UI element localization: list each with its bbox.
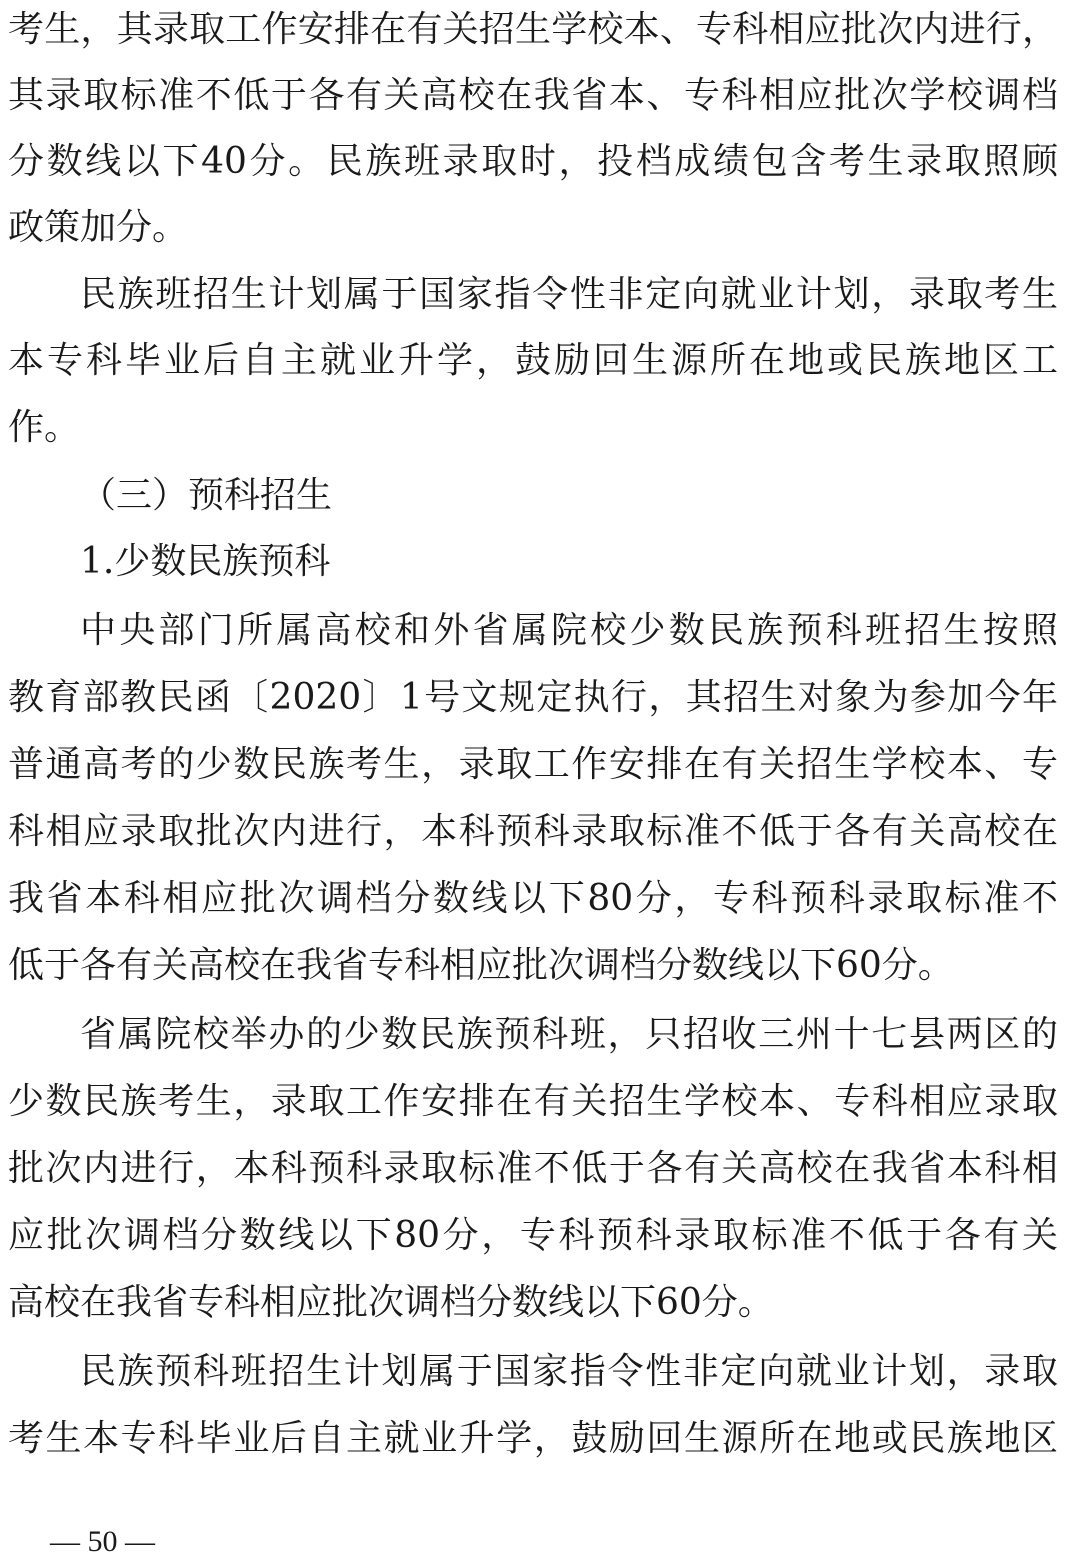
page-number: — 50 — bbox=[50, 1525, 155, 1558]
body-text-line: 考生，其录取工作安排在有关招生学校本、专科相应批次内进行， bbox=[8, 9, 1058, 50]
body-text-line: 高校在我省专科相应批次调档分数线以下60分。 bbox=[8, 1282, 774, 1323]
body-text-line: 普通高考的少数民族考生，录取工作安排在有关招生学校本、专 bbox=[8, 744, 1058, 785]
body-text-line: 我省本科相应批次调档分数线以下80分，专科预科录取标准不 bbox=[8, 878, 1058, 919]
body-text-line: 少数民族考生，录取工作安排在有关招生学校本、专科相应录取 bbox=[8, 1081, 1058, 1122]
body-text-line: 民族预科班招生计划属于国家指令性非定向就业计划，录取 bbox=[80, 1351, 1058, 1392]
body-text-line: 批次内进行，本科预科录取标准不低于各有关高校在我省本科相 bbox=[8, 1148, 1058, 1189]
body-text-line: 民族班招生计划属于国家指令性非定向就业计划，录取考生 bbox=[80, 274, 1058, 315]
body-text-line: 政策加分。 bbox=[8, 207, 189, 248]
body-text-line: 其录取标准不低于各有关高校在我省本、专科相应批次学校调档 bbox=[8, 75, 1058, 116]
body-text-line: 低于各有关高校在我省专科相应批次调档分数线以下60分。 bbox=[8, 945, 954, 986]
body-text-line: 省属院校举办的少数民族预科班，只招收三州十七县两区的 bbox=[80, 1014, 1058, 1055]
body-text-line: 作。 bbox=[8, 407, 81, 448]
body-text-line: 科相应录取批次内进行，本科预科录取标准不低于各有关高校在 bbox=[8, 811, 1058, 852]
body-text-line: 考生本专科毕业后自主就业升学，鼓励回生源所在地或民族地区 bbox=[8, 1418, 1058, 1459]
body-text-line: 本专科毕业后自主就业升学，鼓励回生源所在地或民族地区工 bbox=[8, 340, 1058, 381]
section-heading: （三）预科招生 bbox=[80, 475, 333, 516]
subsection-heading: 1.少数民族预科 bbox=[80, 541, 331, 582]
body-text-line: 中央部门所属高校和外省属院校少数民族预科班招生按照 bbox=[80, 610, 1058, 651]
body-text-line: 应批次调档分数线以下80分，专科预科录取标准不低于各有关 bbox=[8, 1215, 1058, 1256]
body-text-line: 教育部教民函〔2020〕1号文规定执行，其招生对象为参加今年 bbox=[8, 677, 1058, 718]
body-text-line: 分数线以下40分。民族班录取时，投档成绩包含考生录取照顾 bbox=[8, 141, 1058, 182]
